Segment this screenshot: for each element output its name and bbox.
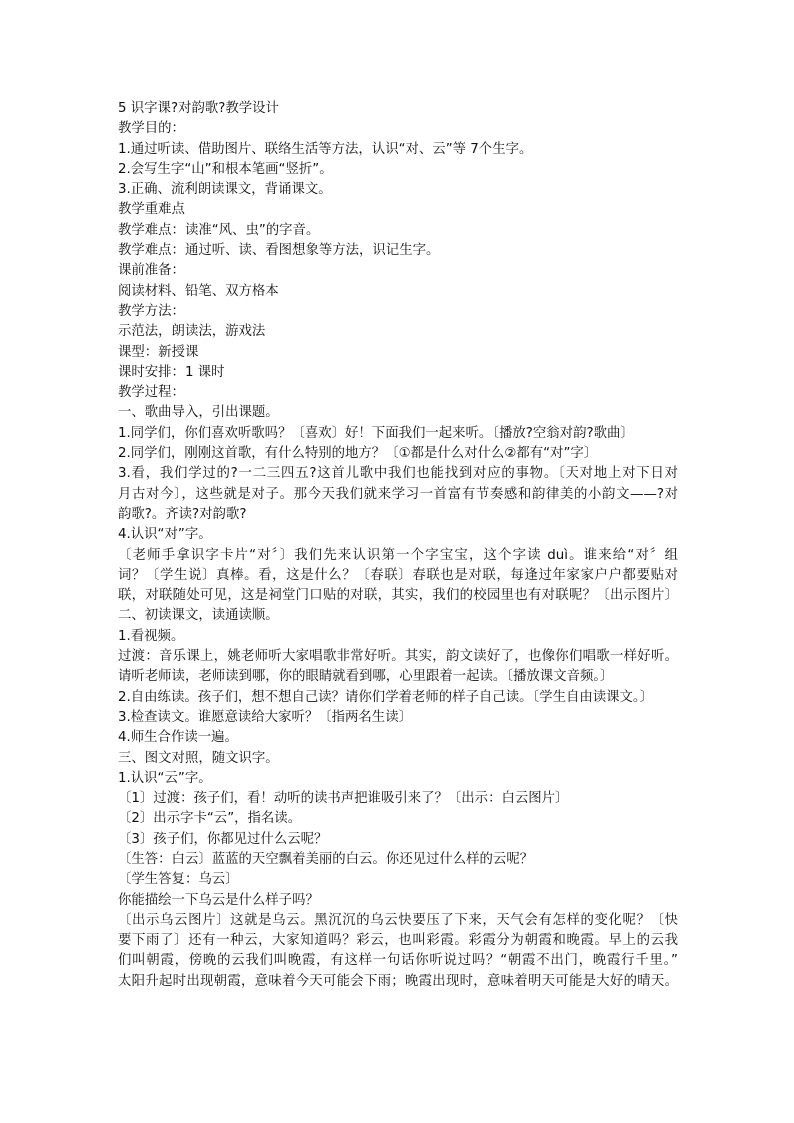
part1-paragraph: 1.同学们，你们喜欢听歌吗？〔喜欢〕好！下面我们一起来听。〔播放?空翁对韵?歌曲〕 [118,425,634,441]
paragraph-line: 联，对联随处可见，这是祠堂门口贴的对联，其实，我们的校园里也有对联呢？〔出示图片〕 [118,588,678,604]
part3-heading: 三、图文对照，随文识字。 [118,750,279,766]
part1-paragraph-5 [118,546,678,607]
lesson-type: 课型：新授课 [118,344,199,360]
part3-paragraph: 1.认识“云”字。 [118,770,212,786]
part3-step: 〔3〕孩子们，你都见过什么云呢？ [118,831,328,847]
preparation-text: 阅读材料、铅笔、双方格本 [118,283,279,299]
objective-item: 2.会写生字“山”和根本笔画“竖折”。 [118,161,333,177]
part3-step: 〔2〕出示字卡“云”，指名读。 [118,811,302,827]
part2-heading: 二、初读课文，读通读顺。 [118,608,279,624]
paragraph-line: 请听老师读，老师读到哪，你的眼睛就看到哪，心里跟着一起读。〔播放课文音频。〕 [118,669,614,685]
part2-paragraph-2 [118,647,678,688]
methods-heading: 教学方法： [118,303,185,319]
part1-paragraph: 4.认识“对”字。 [118,527,212,543]
document-title: 5 识字课?对韵歌?教学设计 [118,101,279,116]
part1-paragraph: 2.同学们，刚刚这首歌，有什么特别的地方？〔①都是什么对什么②都有“对”字〕 [118,446,598,462]
paragraph-line: 3.看，我们学过的?一二三四五?这首儿歌中我们也能找到对应的事物。〔天对地上对下日对 [118,466,678,482]
part3-step: 〔生答：白云〕蓝蓝的天空飘着美丽的白云。你还见过什么样的云呢？ [118,851,534,867]
process-heading: 教学过程： [118,385,185,401]
paragraph-line: 词？〔学生说〕真棒。看，这是什么？〔春联〕春联也是对联，每逢过年家家户户都要贴对 [118,567,678,583]
objective-item: 1.通过听读、借助图片、联络生活等方法，认识“对、云”等 7个生字。 [118,141,533,157]
preparation-heading: 课前准备： [118,263,185,279]
part1-paragraph-3 [118,464,678,525]
part2-paragraph: 3.检查读文。谁愿意读给大家听？〔指两名生读〕 [118,709,412,725]
part2-paragraph: 1.看视频。 [118,628,185,644]
key-point: 教学难点：读准“风、虫”的字音。 [118,222,320,238]
paragraph-line: 要下雨了〕还有一种云，大家知道吗？彩云，也叫彩霞。彩霞分为朝霞和晚霞。早上的云我 [118,933,678,949]
part1-heading: 一、歌曲导入，引出课题。 [118,405,279,421]
difficult-point: 教学难点：通过听、读、看图想象等方法，识记生字。 [118,243,440,259]
part2-paragraph: 2.自由练读。孩子们，想不想自己读？请你们学着老师的样子自己读。〔学生自由读课文。〕 [118,689,653,705]
paragraph-line: 月古对今〕，这些就是对子。那今天我们就来学习一首富有节奏感和韵律美的小韵文——?对 [118,486,678,502]
paragraph-line: 韵歌?。齐读?对韵歌? [118,506,247,522]
paragraph-line: 们叫朝霞，傍晚的云我们叫晚霞，有这样一句话你听说过吗？“朝霞不出门，晚霞行千里。” [118,953,678,969]
part3-step: 你能描绘一下乌云是什么样子吗？ [118,892,319,908]
document-page [118,99,678,992]
part2-paragraph: 4.师生合作读一遍。 [118,730,238,746]
objectives-heading: 教学目的： [118,121,185,137]
paragraph-line: 过渡：音乐课上，姚老师听大家唱歌非常好听。其实，韵文读好了，也像你们唱歌一样好听。 [118,649,678,665]
paragraph-line: 〔老师手拿识字卡片“对〞〕我们先来认识第一个字宝宝，这个字读 duì。谁来给“对〞组 [118,547,678,563]
part3-step: 〔学生答复：乌云〕 [118,872,239,888]
objective-item: 3.正确、流利朗读课文，背诵课文。 [118,182,332,198]
paragraph-line: 〔出示乌云图片〕这就是乌云。黑沉沉的乌云快要压了下来，天气会有怎样的变化呢？〔快 [118,912,678,928]
schedule: 课时安排：1 课时 [118,364,225,380]
part3-paragraph-7 [118,911,678,992]
paragraph-line: 太阳升起时出现朝霞，意味着今天可能会下雨；晚霞出现时，意味着明天可能是大好的晴天。 [118,973,678,989]
methods-text: 示范法，朗读法，游戏法 [118,324,266,340]
part3-step: 〔1〕过渡：孩子们，看！动听的读书声把谁吸引来了？〔出示：白云图片〕 [118,791,569,807]
key-points-heading: 教学重难点 [118,202,185,218]
